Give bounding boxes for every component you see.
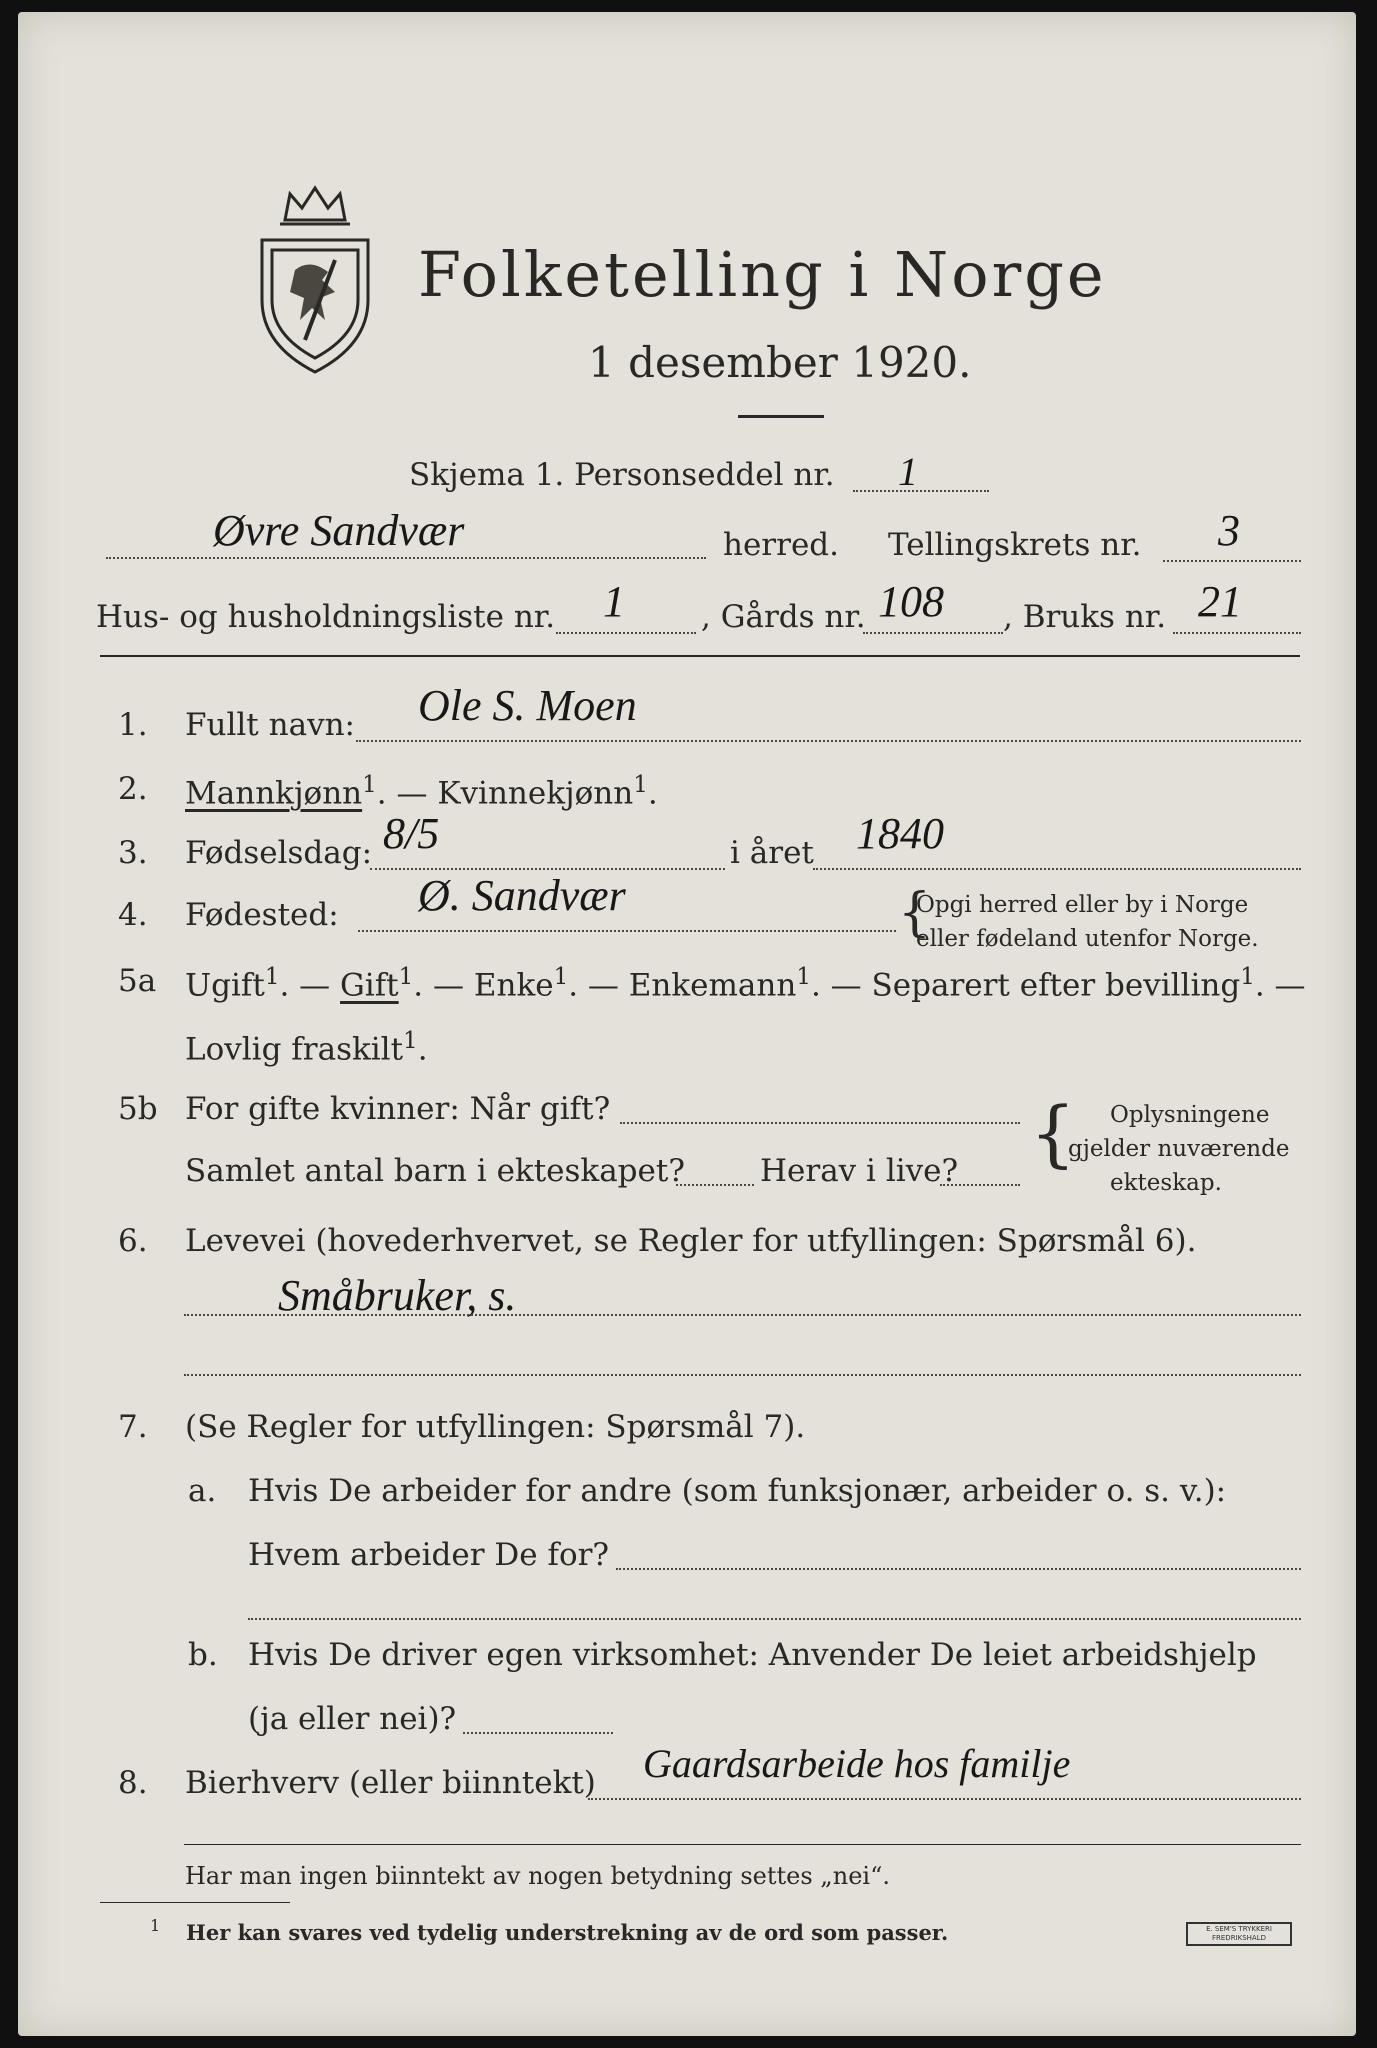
side-income-value[interactable]: Gaardsarbeide hos familje	[643, 1741, 1071, 1786]
q3-year-line	[813, 868, 1301, 870]
q7a-line2	[248, 1618, 1301, 1620]
herred-label: herred.	[723, 527, 839, 563]
q5b-brace: {	[1030, 1091, 1076, 1175]
q1-number: 1.	[118, 707, 148, 743]
q4-label: Fødested:	[185, 897, 339, 933]
q2-number: 2.	[118, 771, 148, 807]
personseddel-number[interactable]: 1	[898, 449, 918, 494]
printer-stamp: E. SEM'S TRYKKERI FREDRIKSHALD	[1186, 1922, 1292, 1946]
q5b-children-line	[676, 1184, 754, 1186]
q8-number: 8.	[118, 1765, 148, 1801]
q7b-letter: b.	[188, 1637, 218, 1673]
q4-number: 4.	[118, 897, 148, 933]
q5b-alive-line	[940, 1184, 1020, 1186]
q5a-line2: Lovlig fraskilt$^1$.	[185, 1028, 428, 1068]
q6-label: Levevei (hovederhvervet, se Regler for utfyllingen: Spørsmål 6).	[185, 1223, 1197, 1259]
q4-note-line1: Opgi herred eller by i Norge	[916, 892, 1249, 918]
occupation-value[interactable]: Småbruker, s.	[278, 1271, 517, 1320]
footnote-text: Her kan svares ved tydelig understrekning av de ord som passer.	[186, 1920, 949, 1945]
q7a-letter: a.	[188, 1473, 217, 1509]
census-date: 1 desember 1920.	[588, 338, 972, 387]
header-rule	[100, 655, 1300, 657]
coat-of-arms-icon	[250, 180, 380, 380]
tellingskrets-label: Tellingskrets nr.	[888, 527, 1142, 563]
gards-label: , Gårds nr.	[701, 599, 866, 635]
q5a-number: 5a	[118, 963, 157, 999]
birthplace-value[interactable]: Ø. Sandvær	[418, 871, 626, 920]
hus-line	[556, 632, 696, 634]
q7a-text: Hvis De arbeider for andre (som funksjonær, arbeider o. s. v.):	[248, 1473, 1227, 1509]
option-enke[interactable]: . — Enke	[413, 967, 554, 1004]
q7a-line1	[616, 1568, 1301, 1570]
q7b-text: Hvis De driver egen virksomhet: Anvender De leiet arbeidshjelp	[248, 1637, 1257, 1673]
birth-date-value[interactable]: 8/5	[383, 809, 440, 858]
option-separert[interactable]: . — Separert efter bevilling	[810, 967, 1241, 1004]
q7b-line	[463, 1732, 613, 1734]
q8-line	[588, 1798, 1301, 1800]
q4-brace: {	[898, 883, 932, 943]
q5a-marital-options: Ugift$^1$. — Gift$^1$. — Enke$^1$. — Enkemann$^1$. — Separert efter bevilling$^1$. —	[185, 964, 1306, 1004]
q2-sex-options: Mannkjønn$^1$. — Kvinnekjønn$^1$.	[185, 772, 658, 812]
hus-label: Hus- og husholdningsliste nr.	[96, 599, 556, 635]
personseddel-line	[853, 490, 989, 492]
q5b-note1: Oplysningene	[1110, 1102, 1270, 1128]
bruks-line	[1173, 632, 1301, 634]
title-divider	[738, 415, 824, 418]
q3-date-line	[370, 868, 725, 870]
q4-line	[358, 930, 896, 932]
option-mannkjonn[interactable]: Mannkjønn	[185, 775, 363, 812]
bruks-value[interactable]: 21	[1198, 577, 1242, 626]
census-form	[18, 12, 1356, 2036]
gards-value[interactable]: 108	[878, 577, 944, 626]
q5b-when-line	[620, 1122, 1020, 1124]
full-name-value[interactable]: Ole S. Moen	[418, 681, 637, 730]
footnote-rule	[100, 1902, 290, 1903]
q5b-note3: ekteskap.	[1110, 1170, 1222, 1196]
q5b-note2: gjelder nuværende	[1068, 1136, 1290, 1162]
q6-number: 6.	[118, 1223, 148, 1259]
q6-line1	[184, 1314, 1301, 1316]
q3-label: Fødselsdag:	[185, 835, 373, 871]
q5b-line1: For gifte kvinner: Når gift?	[185, 1091, 611, 1127]
biinntekt-note: Har man ingen biinntekt av nogen betydning settes „nei“.	[185, 1862, 890, 1890]
q6-line2	[184, 1374, 1301, 1376]
herred-line	[106, 557, 706, 559]
option-gift[interactable]: Gift	[340, 967, 399, 1004]
q3-year-label: i året	[730, 835, 814, 871]
gards-line	[863, 632, 1003, 634]
tellingskrets-value[interactable]: 3	[1218, 506, 1240, 555]
q4-note-line2: eller fødeland utenfor Norge.	[916, 926, 1259, 952]
q7-number: 7.	[118, 1409, 148, 1445]
herred-value[interactable]: Øvre Sandvær	[213, 506, 465, 555]
bruks-label: , Bruks nr.	[1003, 599, 1167, 635]
tellingskrets-line	[1163, 560, 1301, 562]
q8-label: Bierhverv (eller biinntekt)	[185, 1765, 596, 1801]
q5b-line2a: Samlet antal barn i ekteskapet?	[185, 1153, 685, 1189]
q7a-sub: Hvem arbeider De for?	[248, 1537, 610, 1573]
q3-number: 3.	[118, 835, 148, 871]
option-kvinnekjonn[interactable]: Kvinnekjønn	[437, 775, 634, 812]
q8-rule	[184, 1844, 1301, 1845]
schema-label: Skjema 1. Personseddel nr.	[409, 457, 835, 493]
q5b-number: 5b	[118, 1091, 158, 1127]
q1-label: Fullt navn:	[185, 707, 355, 743]
hus-value[interactable]: 1	[603, 577, 625, 626]
option-ugift[interactable]: Ugift	[185, 967, 265, 1004]
q1-line	[356, 740, 1301, 742]
birth-year-value[interactable]: 1840	[856, 809, 944, 858]
option-enkemann[interactable]: . — Enkemann	[568, 967, 797, 1004]
option-lovlig-fraskilt[interactable]: Lovlig fraskilt	[185, 1031, 404, 1068]
q7b-sub: (ja eller nei)?	[248, 1701, 457, 1737]
q7-label: (Se Regler for utfyllingen: Spørsmål 7).	[185, 1409, 806, 1445]
footnote-mark: 1	[150, 1916, 161, 1935]
form-title: Folketelling i Norge	[418, 238, 1107, 311]
q5b-line2b: Herav i live?	[760, 1153, 959, 1189]
